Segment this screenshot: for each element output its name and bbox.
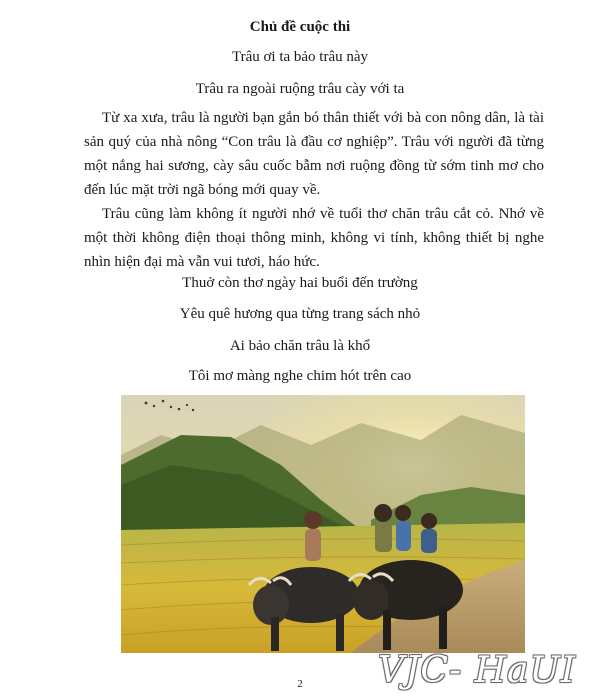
watermark: VJC- HaUI (378, 650, 576, 691)
verse-2-line-2: Yêu quê hương qua từng trang sách nhỏ (179, 306, 421, 322)
verse-2-line-3: Ai bảo chăn trâu là khổ (229, 338, 371, 354)
page-title: Chủ đề cuộc thi (249, 19, 351, 35)
buffalo-rice-field-photo (121, 395, 525, 653)
verse-1-line-2: Trâu ra ngoài ruộng trâu cày với ta (195, 81, 405, 97)
page-number: 2 (297, 678, 303, 690)
paragraph-1: Từ xa xưa, trâu là người bạn gắn bó thân thiết với bà con nông dân, là tài sản quý của nhà nông “Con trâu là đầu cơ nghiệp”. Trâu với người đã từng một nắng hai sương, cày sâu cuốc bẫm nơi ruộng đồng từ sớm tinh mơ cho đến lúc mặt trời ngã bóng mới quay về. (84, 110, 544, 198)
verse-2-line-4: Tôi mơ màng nghe chim hót trên cao (188, 368, 412, 384)
verse-1-line-1: Trâu ơi ta bảo trâu này (231, 49, 369, 65)
verse-2-line-1: Thuở còn thơ ngày hai buổi đến trường (182, 275, 418, 291)
paragraph-2: Trâu cũng làm không ít người nhớ về tuổi thơ chăn trâu cắt cỏ. Nhớ về một thời không điện thoại thông minh, không vi tính, không thiết bị nghe nhìn hiện đại mà vẫn vui tươi, háo hức. (84, 206, 544, 270)
